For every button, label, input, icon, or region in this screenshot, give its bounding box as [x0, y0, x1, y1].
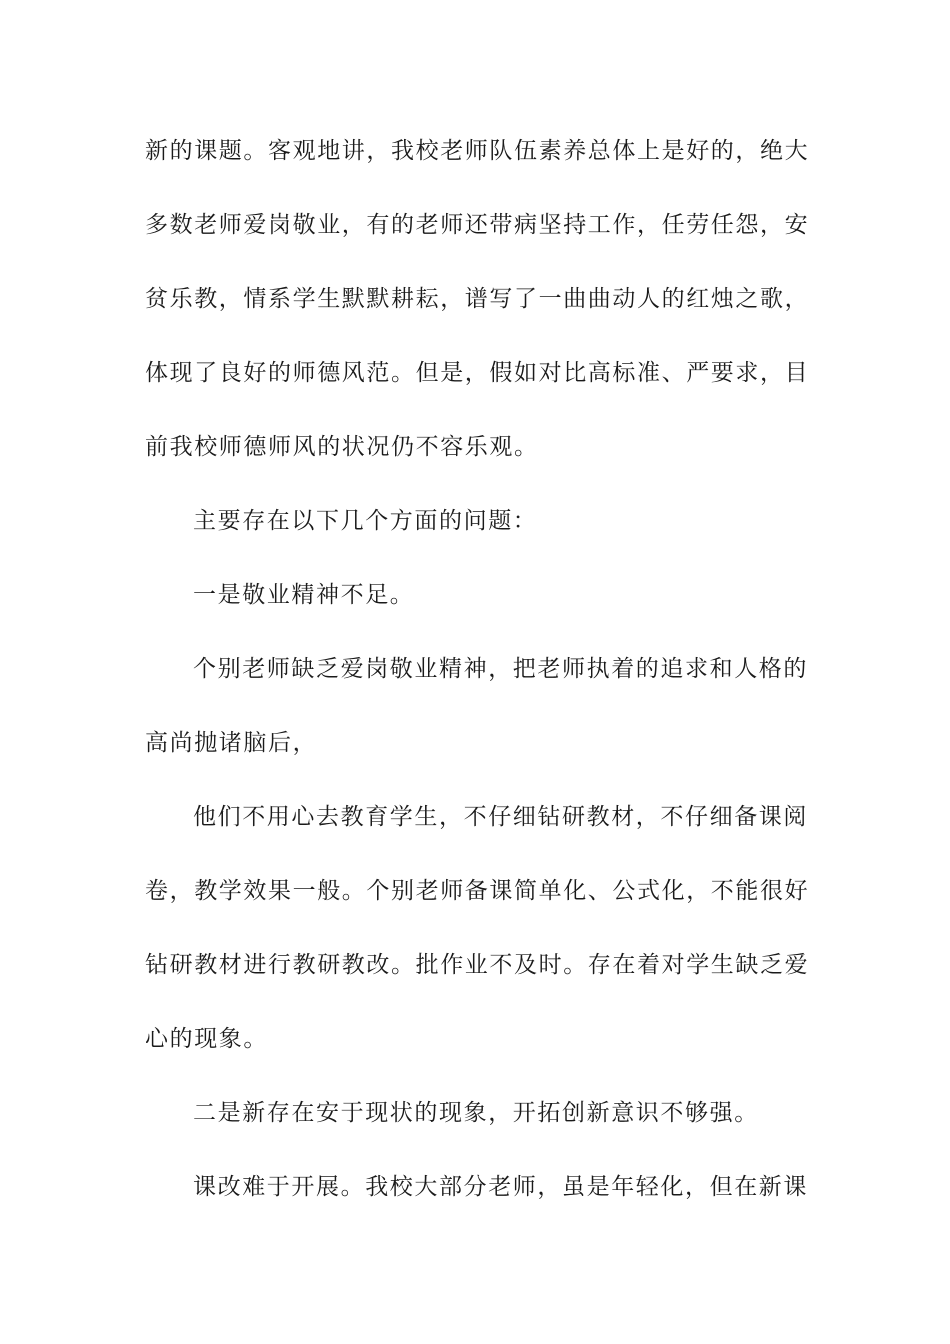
text-line-1: 新的课题。客观地讲，我校老师队伍素养总体上是好的，绝大 — [145, 138, 810, 164]
text-line-14: 二是新存在安于现状的现象，开拓创新意识不够强。 — [193, 1100, 759, 1126]
text-line-4: 体现了良好的师德风范。但是，假如对比高标准、严要求，目 — [145, 360, 810, 386]
text-line-10: 他们不用心去教育学生，不仔细钻研教材，不仔细备课阅 — [193, 804, 808, 830]
text-line-9: 高尚抛诸脑后， — [145, 730, 318, 756]
text-line-13: 心的现象。 — [145, 1026, 268, 1052]
text-line-6: 主要存在以下几个方面的问题： — [193, 508, 538, 534]
text-line-8: 个别老师缺乏爱岗敬业精神，把老师执着的追求和人格的 — [193, 656, 808, 682]
text-line-3: 贫乐教，情系学生默默耕耘，谱写了一曲曲动人的红烛之歌， — [145, 286, 810, 312]
text-line-7: 一是敬业精神不足。 — [193, 582, 415, 608]
text-line-15: 课改难于开展。我校大部分老师，虽是年轻化，但在新课 — [193, 1174, 808, 1200]
text-line-5: 前我校师德师风的状况仍不容乐观。 — [145, 434, 539, 460]
text-line-11: 卷，教学效果一般。个别老师备课简单化、公式化，不能很好 — [145, 878, 810, 904]
text-line-2: 多数老师爱岗敬业，有的老师还带病坚持工作，任劳任怨，安 — [145, 212, 810, 238]
text-line-12: 钻研教材进行教研教改。批作业不及时。存在着对学生缺乏爱 — [145, 952, 810, 978]
